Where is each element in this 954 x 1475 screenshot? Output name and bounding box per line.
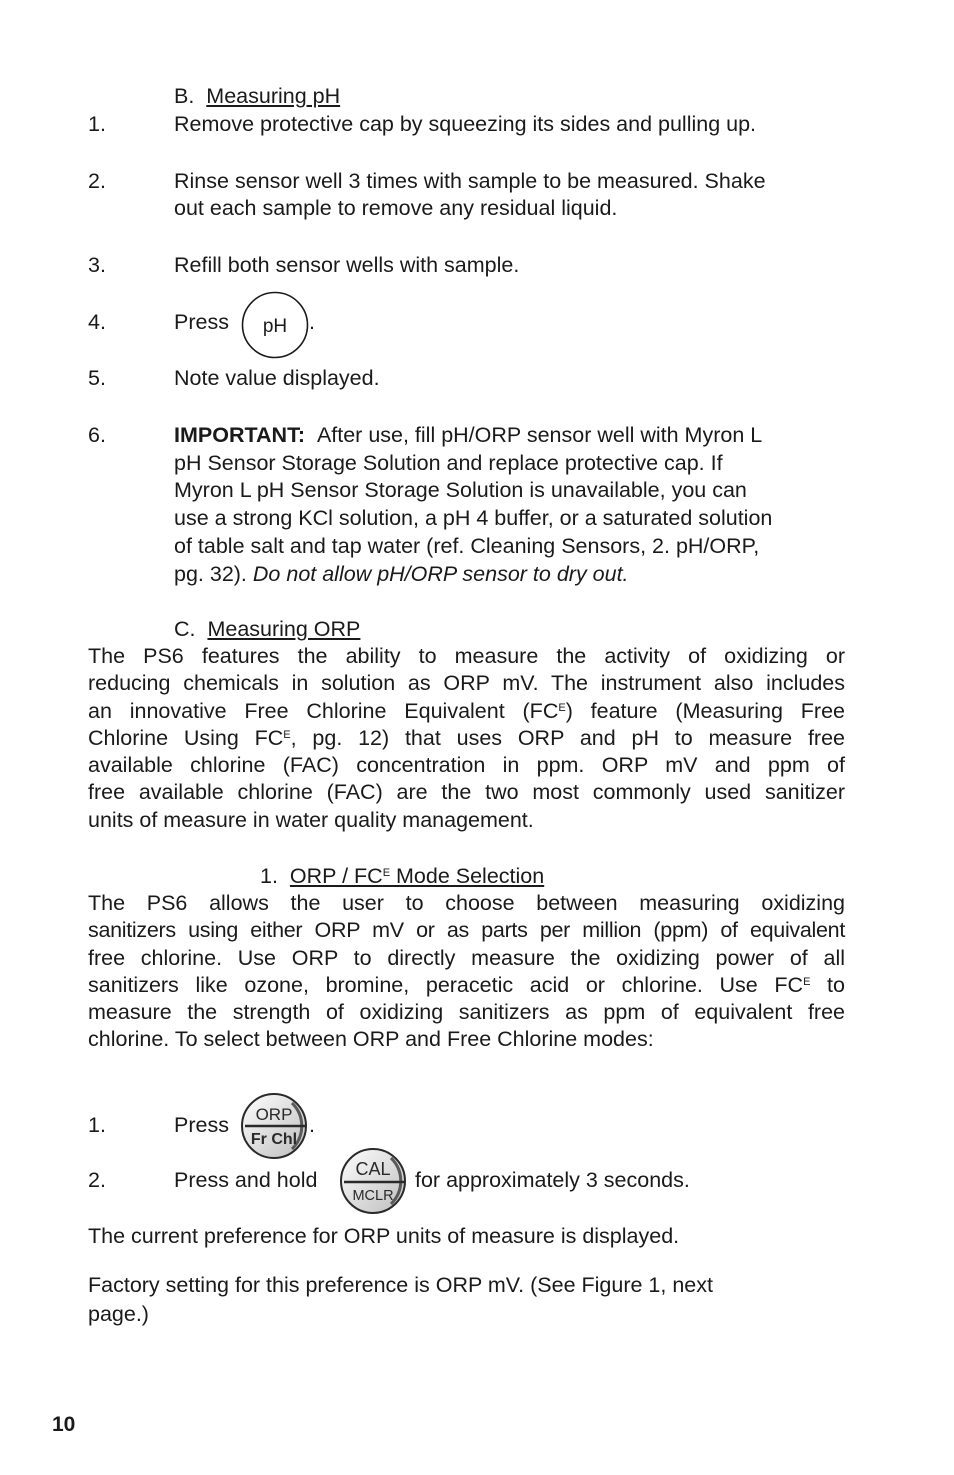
- superscript: E: [803, 975, 811, 988]
- step-punctuation: .: [309, 1113, 315, 1137]
- step-number: 1.: [88, 1113, 106, 1137]
- step-text: out each sample to remove any residual liquid.: [174, 196, 618, 220]
- step-punctuation: .: [309, 310, 315, 334]
- step-text: [174, 421, 762, 449]
- paragraph-line: available chlorine (FAC) concentration in ppm. ORP mV and ppm of: [88, 753, 845, 778]
- factory-setting-note: page.): [88, 1302, 149, 1326]
- paragraph-line: [88, 698, 845, 725]
- line-part: to: [810, 972, 845, 997]
- step-text: Remove protective cap by squeezing its sides and pulling up.: [174, 112, 757, 136]
- step-line: pH Sensor Storage Solution and replace protective cap. If: [174, 450, 723, 475]
- step-number: 4.: [88, 310, 106, 334]
- paragraph-line: units of measure in water quality management.: [88, 807, 534, 832]
- paragraph-line: chlorine. To select between ORP and Free Chlorine modes:: [88, 1027, 654, 1052]
- line-part: ) feature (Measuring Free: [565, 698, 846, 723]
- heading-part: Mode Selection: [390, 864, 545, 888]
- warning-italic: Do not allow pH/ORP sensor to dry out.: [252, 561, 629, 586]
- step-number: 3.: [88, 253, 106, 277]
- line-part: , pg. 12) that uses ORP and pH to measure free: [290, 725, 845, 750]
- preference-note: The current preference for ORP units of measure is displayed.: [88, 1224, 680, 1248]
- step-number: 2.: [88, 169, 106, 193]
- paragraph-line: [88, 725, 845, 752]
- paragraph-line: free chlorine. Use ORP to directly measure the oxidizing power of all: [88, 945, 845, 970]
- paragraph-line: [88, 972, 845, 999]
- step-text: Rinse sensor well 3 times with sample to be measured. Shake: [174, 169, 766, 193]
- orp-frchl-button-icon: [240, 1091, 312, 1161]
- factory-setting-note: Factory setting for this preference is ORP mV. (See Figure 1, next: [88, 1273, 713, 1297]
- line-part: Chlorine Using FC: [88, 725, 284, 750]
- superscript: E: [283, 728, 291, 741]
- heading-text: Measuring ORP: [207, 617, 361, 641]
- step-text: Press: [174, 1113, 229, 1137]
- cal-button-bottom-label: MCLR: [352, 1188, 394, 1204]
- section-b-heading: [174, 82, 340, 110]
- important-label: IMPORTANT:: [174, 423, 305, 447]
- paragraph-line: measure the strength of oxidizing sanitizers as ppm of equivalent free: [88, 1000, 845, 1025]
- paragraph-line: The PS6 features the ability to measure the activity of oxidizing or: [88, 644, 845, 668]
- superscript: E: [558, 701, 566, 714]
- heading-part: ORP / FC: [289, 864, 383, 888]
- mode-selection-paragraph: [88, 890, 845, 1054]
- heading-prefix: B.: [174, 84, 195, 108]
- step-line: Myron L pH Sensor Storage Solution is unavailable, you can: [174, 478, 747, 502]
- step-line-text: pg. 32).: [174, 561, 247, 586]
- step-number: 1.: [88, 112, 106, 136]
- cal-mclr-button-icon: [337, 1146, 411, 1216]
- step-line: of table salt and tap water (ref. Cleaning Sensors, 2. pH/ORP,: [174, 534, 760, 558]
- line-part: sanitizers like ozone, bromine, peracetic acid or chlorine. Use FC: [88, 972, 804, 997]
- step-number: 6.: [88, 423, 106, 447]
- step-line: use a strong KCl solution, a pH 4 buffer, or a saturated solution: [174, 506, 773, 530]
- paragraph-line: reducing chemicals in solution as ORP mV. The instrument also includes: [88, 671, 845, 696]
- step-line: [174, 560, 629, 588]
- step-number: 5.: [88, 366, 106, 390]
- page-number: 10: [52, 1413, 76, 1436]
- ph-button-label: pH: [262, 316, 288, 337]
- orp-button-top-label: ORP: [255, 1105, 293, 1124]
- ph-button-icon: [241, 291, 309, 359]
- step-text-after: for approximately 3 seconds.: [415, 1168, 690, 1192]
- cal-button-top-label: CAL: [355, 1159, 391, 1179]
- heading-prefix: 1.: [260, 864, 278, 888]
- paragraph-line: The PS6 allows the user to choose between measuring oxidizing: [88, 891, 845, 915]
- step-text: Note value displayed.: [174, 366, 380, 390]
- subsection-heading: [260, 862, 544, 890]
- heading-text: [290, 864, 544, 888]
- step-number: 2.: [88, 1168, 106, 1192]
- section-c-heading: [174, 615, 360, 643]
- step-text: Press and hold: [174, 1168, 318, 1192]
- heading-text: Measuring pH: [206, 84, 341, 108]
- step-text: Refill both sensor wells with sample.: [174, 253, 520, 277]
- orp-intro-paragraph: [88, 643, 845, 834]
- heading-prefix: C.: [174, 617, 196, 641]
- step-text: Press: [174, 310, 229, 334]
- line-part: an innovative Free Chlorine Equivalent (FC: [88, 698, 559, 723]
- step-line: After use, fill pH/ORP sensor well with Myron L: [316, 423, 763, 447]
- paragraph-line: sanitizers using either ORP mV or as parts per million (ppm) of equivalent: [88, 918, 845, 943]
- orp-button-bottom-label: Fr Chl: [250, 1131, 298, 1148]
- paragraph-line: free available chlorine (FAC) are the two most commonly used sanitizer: [88, 780, 845, 805]
- superscript: E: [382, 867, 391, 879]
